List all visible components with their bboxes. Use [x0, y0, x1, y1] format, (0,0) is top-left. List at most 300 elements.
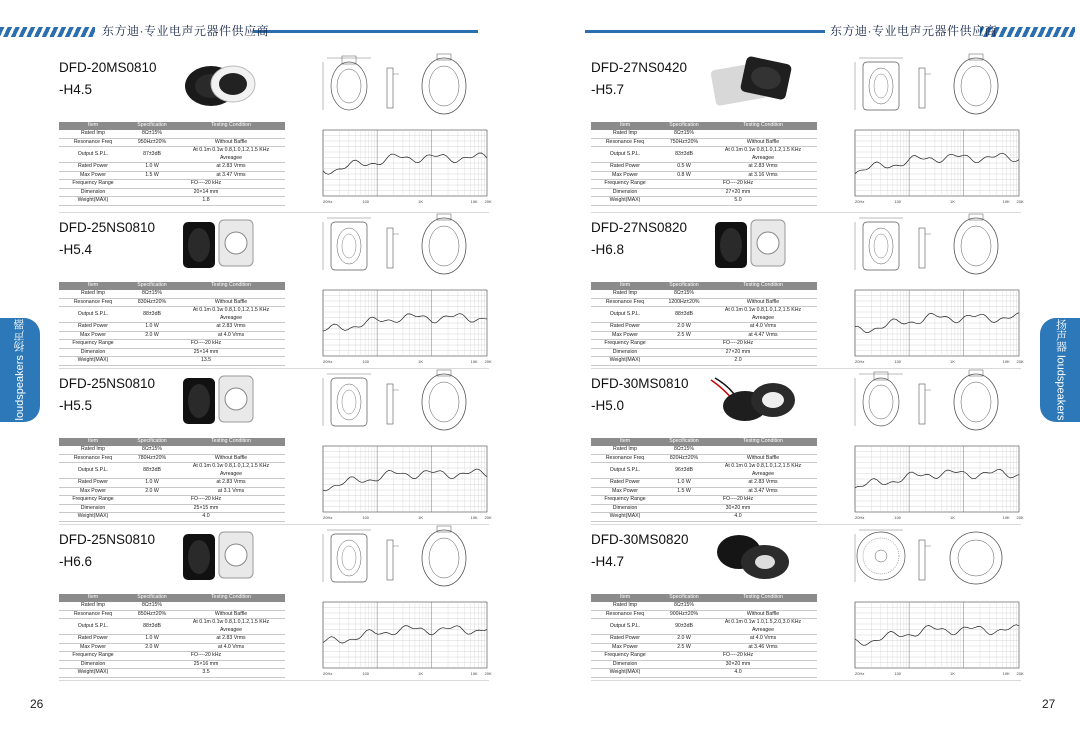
spec-item-label: Max Power [59, 171, 127, 180]
svg-text:100: 100 [894, 199, 902, 204]
spec-row [591, 504, 817, 513]
spec-value: 88±3dB [127, 307, 177, 323]
spec-item-label: Rated Imp [59, 602, 127, 610]
product-photo [703, 526, 798, 586]
spec-row [591, 180, 817, 189]
spec-row [59, 147, 285, 163]
dimension-drawing [841, 204, 1021, 276]
svg-text:20K: 20K [1016, 359, 1024, 364]
svg-text:100: 100 [362, 515, 370, 520]
spec-value: 8Ω±15% [127, 446, 177, 454]
dimension-drawing [309, 360, 489, 432]
dimension-drawing [841, 44, 1021, 116]
spec-value: 8Ω±15% [127, 290, 177, 298]
spec-item-label: Rated Power [59, 163, 127, 172]
spec-item-label: Dimension [59, 504, 127, 513]
svg-text:1K: 1K [418, 671, 424, 676]
spec-condition [709, 290, 817, 298]
spec-condition: at 2.83 Vrms [709, 163, 817, 172]
frequency-response-graph [317, 598, 492, 678]
spl-condition-line: At 0.1m 0.1w 0.8,1.0,1.2,1.5 KHz [192, 619, 270, 625]
product-photo [703, 54, 798, 114]
spec-header-cond: Testing Condition [709, 282, 817, 290]
spec-item-label: Weight(MAX) [59, 513, 127, 522]
spec-item-label: Weight(MAX) [59, 357, 127, 366]
spec-table [59, 282, 285, 366]
spec-header-spec: Specification [127, 438, 177, 446]
spec-item-label: Max Power [591, 643, 659, 652]
spec-condition: at 2.83 Vrms [177, 163, 285, 172]
spec-row [591, 643, 817, 652]
spec-header-row [591, 122, 817, 130]
spec-header-row [59, 594, 285, 602]
spec-table [59, 438, 285, 522]
spec-row [59, 602, 285, 610]
spec-item-label: Rated Power [591, 479, 659, 488]
spec-header-row [59, 438, 285, 446]
spec-item-label: Output S.P.L. [59, 307, 127, 323]
spec-value: 820Hz±20% [659, 454, 709, 463]
divider [591, 524, 1021, 525]
spec-value: 1.5 W [659, 487, 709, 496]
spec-item-label: Resonance Freq [59, 138, 127, 147]
spec-item-label: Dimension [59, 660, 127, 669]
spec-value: 8Ω±15% [127, 602, 177, 610]
spec-item-label: Frequency Range [591, 652, 659, 661]
header-left [0, 22, 540, 41]
spec-header-cond: Testing Condition [709, 122, 817, 130]
dimension-drawing [841, 516, 1021, 588]
spec-item-label: Weight(MAX) [591, 513, 659, 522]
spec-value: FO----20 kHz [127, 340, 285, 349]
spl-condition-line: At 0.1m 0.1w 0.8,1.0,1.2,1.5 KHz [724, 463, 802, 469]
spec-row [591, 496, 817, 505]
spec-value: 850Hz±20% [127, 610, 177, 619]
dimension-drawing [309, 44, 489, 116]
product-model-suffix: -H5.7 [591, 82, 625, 97]
spec-table [591, 282, 817, 366]
spec-item-label: Frequency Range [591, 496, 659, 505]
spec-item-label: Resonance Freq [59, 610, 127, 619]
spec-row [59, 610, 285, 619]
svg-text:1K: 1K [418, 515, 424, 520]
spec-header-item: Item [59, 122, 127, 130]
spec-value: FO----20 kHz [127, 652, 285, 661]
spec-row [59, 463, 285, 479]
spec-condition: at 2.83 Vrms [177, 479, 285, 488]
spec-item-label: Rated Power [591, 635, 659, 644]
spec-condition: at 4.0 Vrms [709, 323, 817, 332]
spec-item-label: Output S.P.L. [59, 463, 127, 479]
spec-row [59, 340, 285, 349]
spec-row [59, 496, 285, 505]
spec-row [59, 446, 285, 454]
spec-condition [177, 463, 285, 479]
spec-value: 8Ω±15% [659, 602, 709, 610]
spec-item-label: Weight(MAX) [591, 669, 659, 678]
spec-item-label: Frequency Range [59, 652, 127, 661]
product-block [591, 376, 1024, 526]
spec-condition [709, 446, 817, 454]
side-tab-left [0, 318, 40, 422]
svg-text:100: 100 [894, 359, 902, 364]
spec-value: 90±3dB [659, 619, 709, 635]
spec-value: 25×14 mm [127, 348, 285, 357]
spec-item-label: Max Power [591, 171, 659, 180]
spec-item-label: Rated Imp [591, 130, 659, 138]
product-model-suffix: -H5.4 [59, 242, 93, 257]
header-bar [253, 30, 478, 33]
spec-row [59, 454, 285, 463]
spec-value: 8Ω±15% [659, 446, 709, 454]
spec-header-item: Item [591, 122, 659, 130]
spec-header-item: Item [59, 282, 127, 290]
spec-condition [177, 147, 285, 163]
spec-row [59, 138, 285, 147]
spec-header-row [591, 438, 817, 446]
spl-condition-line: Avreagee [219, 154, 243, 161]
spec-value: FO----20 kHz [659, 180, 817, 189]
spec-header-item: Item [59, 438, 127, 446]
spec-row [59, 130, 285, 138]
spec-item-label: Dimension [591, 504, 659, 513]
spec-header-spec: Specification [659, 438, 709, 446]
product-block [59, 60, 492, 210]
spec-row [591, 138, 817, 147]
spec-item-label: Dimension [59, 348, 127, 357]
spec-item-label: Output S.P.L. [59, 147, 127, 163]
svg-text:20K: 20K [484, 671, 492, 676]
svg-text:10K: 10K [470, 199, 478, 204]
spec-row [591, 602, 817, 610]
spec-value: 1.0 W [127, 479, 177, 488]
divider [59, 212, 489, 213]
spec-header-spec: Specification [659, 594, 709, 602]
spec-header-item: Item [59, 594, 127, 602]
spec-item-label: Rated Imp [591, 602, 659, 610]
product-photo [703, 214, 798, 274]
svg-text:10K: 10K [1002, 359, 1010, 364]
spec-condition: at 3.46 Vrms [709, 643, 817, 652]
spl-condition-line: Avreagee [219, 470, 243, 477]
spec-row [59, 307, 285, 323]
spec-row [591, 479, 817, 488]
spec-row [591, 340, 817, 349]
spec-value: 1200Hz±20% [659, 298, 709, 307]
spec-value: 4.0 [127, 513, 285, 522]
page-number-right: 27 [1042, 697, 1056, 711]
spec-row [59, 323, 285, 332]
spec-value: 2.0 W [127, 331, 177, 340]
spec-value: 2.5 W [659, 643, 709, 652]
product-model-name: DFD-30MS0820 [591, 532, 689, 547]
spec-item-label: Dimension [591, 348, 659, 357]
product-model-name: DFD-27NS0420 [591, 60, 688, 75]
spec-table [59, 122, 285, 206]
svg-text:20Hz: 20Hz [323, 671, 333, 676]
header-right [540, 22, 1080, 41]
svg-text:20Hz: 20Hz [855, 515, 865, 520]
spec-value: 25×15 mm [127, 504, 285, 513]
product-model-suffix: -H4.5 [59, 82, 93, 97]
spec-row [59, 643, 285, 652]
dimension-drawing [309, 204, 489, 276]
spl-condition-line: At 0.1m 0.1w 0.8,1.0,1.2,1.5 KHz [192, 463, 270, 469]
spec-item-label: Dimension [591, 660, 659, 669]
spec-condition [709, 147, 817, 163]
svg-text:20Hz: 20Hz [855, 671, 865, 676]
divider [591, 680, 1021, 681]
svg-text:20Hz: 20Hz [323, 515, 333, 520]
spec-condition: at 3.16 Vrms [709, 171, 817, 180]
product-photo [171, 526, 266, 586]
spl-condition-line: At 0.1m 0.1w 0.8,1.0,1.2,1.5 KHz [192, 307, 270, 313]
product-model-name: DFD-25NS0810 [59, 220, 156, 235]
spec-header-cond: Testing Condition [709, 438, 817, 446]
product-block [591, 60, 1024, 210]
spec-condition [709, 619, 817, 635]
spec-condition: at 4.47 Vrms [709, 331, 817, 340]
spec-row [591, 307, 817, 323]
svg-text:10K: 10K [470, 359, 478, 364]
spec-row [591, 298, 817, 307]
svg-text:1K: 1K [418, 199, 424, 204]
spec-value: 20×14 mm [127, 188, 285, 197]
svg-text:20K: 20K [1016, 515, 1024, 520]
product-model-suffix: -H5.0 [591, 398, 625, 413]
spec-condition [177, 602, 285, 610]
spec-condition: at 3.47 Vrms [177, 171, 285, 180]
divider [59, 368, 489, 369]
spec-condition: Without Baffle [177, 298, 285, 307]
spec-row [59, 357, 285, 366]
spec-row [59, 504, 285, 513]
spl-condition-line: Avreagee [219, 626, 243, 633]
spl-condition-line: Avreagee [751, 314, 775, 321]
spec-item-label: Max Power [59, 331, 127, 340]
spec-row [591, 147, 817, 163]
product-model-name: DFD-20MS0810 [59, 60, 157, 75]
spec-condition: Without Baffle [177, 138, 285, 147]
spec-item-label: Max Power [59, 643, 127, 652]
spec-table [591, 594, 817, 678]
spec-value: 2.0 W [659, 323, 709, 332]
spec-row [591, 188, 817, 197]
spec-value: 2.0 W [127, 643, 177, 652]
spec-value: 4.0 [659, 669, 817, 678]
svg-text:1K: 1K [950, 671, 956, 676]
spec-row [591, 635, 817, 644]
frequency-response-graph [849, 126, 1024, 206]
spec-item-label: Frequency Range [59, 180, 127, 189]
spec-condition: at 2.83 Vrms [709, 479, 817, 488]
spec-condition: at 3.47 Vrms [709, 487, 817, 496]
spec-value: FO----20 kHz [659, 340, 817, 349]
page-number-left: 26 [30, 697, 44, 711]
spec-value: FO----20 kHz [659, 652, 817, 661]
svg-text:1K: 1K [418, 359, 424, 364]
spl-condition-line: Avreagee [751, 470, 775, 477]
spec-item-label: Max Power [59, 487, 127, 496]
spec-condition: at 3.1 Vrms [177, 487, 285, 496]
spec-item-label: Dimension [591, 188, 659, 197]
spec-item-label: Frequency Range [591, 180, 659, 189]
spec-value: 30×20 mm [659, 504, 817, 513]
spec-condition: Without Baffle [709, 138, 817, 147]
spec-value: 950Hz±20% [127, 138, 177, 147]
divider [591, 368, 1021, 369]
spec-row [591, 513, 817, 522]
spec-header-cond: Testing Condition [177, 594, 285, 602]
product-model-suffix: -H6.6 [59, 554, 93, 569]
side-tab-zh: 扬声器 [13, 319, 26, 353]
header-title-right: 东方迪·专业电声元器件供应商 [830, 24, 997, 38]
svg-text:20Hz: 20Hz [855, 199, 865, 204]
product-photo [703, 370, 798, 430]
spec-row [591, 619, 817, 635]
svg-text:100: 100 [894, 515, 902, 520]
spec-row [59, 635, 285, 644]
spec-item-label: Weight(MAX) [591, 357, 659, 366]
spec-condition: Without Baffle [709, 454, 817, 463]
header-title-left: 东方迪·专业电声元器件供应商 [102, 24, 269, 38]
spec-item-label: Resonance Freq [591, 610, 659, 619]
svg-text:1K: 1K [950, 359, 956, 364]
spec-row [591, 323, 817, 332]
spec-value: 88±3dB [127, 619, 177, 635]
spec-item-label: Max Power [591, 331, 659, 340]
spec-condition: Without Baffle [709, 610, 817, 619]
spec-item-label: Rated Power [59, 635, 127, 644]
spec-value: 2.5 W [659, 331, 709, 340]
svg-text:10K: 10K [470, 515, 478, 520]
frequency-response-graph [317, 442, 492, 522]
spec-row [591, 454, 817, 463]
spec-condition: at 4.0 Vrms [709, 635, 817, 644]
spec-row [59, 163, 285, 172]
spec-header-item: Item [591, 438, 659, 446]
spec-value: 1.8 [127, 197, 285, 206]
spec-header-row [591, 282, 817, 290]
spec-value: 8Ω±15% [659, 290, 709, 298]
spec-row [591, 130, 817, 138]
spec-condition [177, 130, 285, 138]
spec-header-cond: Testing Condition [709, 594, 817, 602]
spec-row [591, 463, 817, 479]
spl-condition-line: Avreagee [751, 626, 775, 633]
divider [59, 680, 489, 681]
svg-text:1K: 1K [950, 515, 956, 520]
spec-item-label: Rated Imp [59, 130, 127, 138]
product-model-suffix: -H4.7 [591, 554, 625, 569]
spec-row [59, 669, 285, 678]
spec-row [59, 331, 285, 340]
spec-item-label: Frequency Range [591, 340, 659, 349]
frequency-response-graph [317, 126, 492, 206]
spec-condition: Without Baffle [177, 610, 285, 619]
spec-item-label: Rated Imp [591, 446, 659, 454]
spec-item-label: Output S.P.L. [59, 619, 127, 635]
spec-value: 1.0 W [127, 163, 177, 172]
spec-header-row [591, 594, 817, 602]
side-tab-zh: 扬声器 [1054, 319, 1067, 353]
spec-value: 13.5 [127, 357, 285, 366]
spec-item-label: Resonance Freq [591, 138, 659, 147]
spec-header-row [59, 282, 285, 290]
spec-value: 0.8 W [659, 171, 709, 180]
spec-value: FO----20 kHz [127, 496, 285, 505]
spec-item-label: Resonance Freq [59, 298, 127, 307]
spec-row [59, 188, 285, 197]
svg-text:20K: 20K [484, 359, 492, 364]
svg-text:20Hz: 20Hz [855, 359, 865, 364]
spec-value: 8Ω±15% [127, 130, 177, 138]
product-block [59, 532, 492, 682]
spec-value: 88±3dB [659, 307, 709, 323]
side-tab-right [1040, 318, 1080, 422]
spec-row [591, 290, 817, 298]
spl-condition-line: At 0.1m 0.1w 0.8,1.0,1.2,1.5 KHz [192, 147, 270, 153]
spec-row [591, 610, 817, 619]
spec-item-label: Output S.P.L. [591, 307, 659, 323]
frequency-response-graph [849, 442, 1024, 522]
spec-row [59, 660, 285, 669]
product-block [591, 532, 1024, 682]
spec-item-label: Output S.P.L. [591, 619, 659, 635]
spec-header-cond: Testing Condition [177, 282, 285, 290]
product-model-name: DFD-27NS0820 [591, 220, 688, 235]
spec-value: 900Hz±20% [659, 610, 709, 619]
spec-row [591, 357, 817, 366]
spec-condition: at 2.83 Vrms [177, 323, 285, 332]
spec-row [591, 660, 817, 669]
spec-value: 25×16 mm [127, 660, 285, 669]
spl-condition-line: At 0.1m 0.1w 1.0,1.5,2.0,3.0 KHz [724, 619, 802, 625]
spec-row [59, 290, 285, 298]
spec-condition [177, 446, 285, 454]
product-photo [171, 54, 266, 114]
spec-value: 83±3dB [659, 147, 709, 163]
divider [591, 212, 1021, 213]
spec-value: 5.0 [659, 197, 817, 206]
spec-item-label: Resonance Freq [59, 454, 127, 463]
header-bar [585, 30, 825, 33]
svg-text:20Hz: 20Hz [323, 199, 333, 204]
spec-item-label: Weight(MAX) [59, 669, 127, 678]
spec-row [591, 331, 817, 340]
frequency-response-graph [849, 286, 1024, 366]
spec-row [591, 487, 817, 496]
spec-row [59, 298, 285, 307]
svg-text:100: 100 [894, 671, 902, 676]
spec-row [591, 669, 817, 678]
spec-condition [709, 130, 817, 138]
side-tab-en: loudspeakers [1054, 355, 1067, 421]
svg-text:20Hz: 20Hz [323, 359, 333, 364]
spec-item-label: Frequency Range [59, 496, 127, 505]
dimension-drawing [841, 360, 1021, 432]
spec-item-label: Rated Power [591, 323, 659, 332]
spec-row [591, 171, 817, 180]
spec-value: 1.5 W [127, 171, 177, 180]
spec-item-label: Output S.P.L. [591, 147, 659, 163]
spec-item-label: Max Power [591, 487, 659, 496]
side-tab-en: loudspeakers [13, 355, 26, 421]
spec-item-label: Frequency Range [59, 340, 127, 349]
spec-value: 2.0 W [659, 635, 709, 644]
divider [59, 524, 489, 525]
spec-row [59, 348, 285, 357]
